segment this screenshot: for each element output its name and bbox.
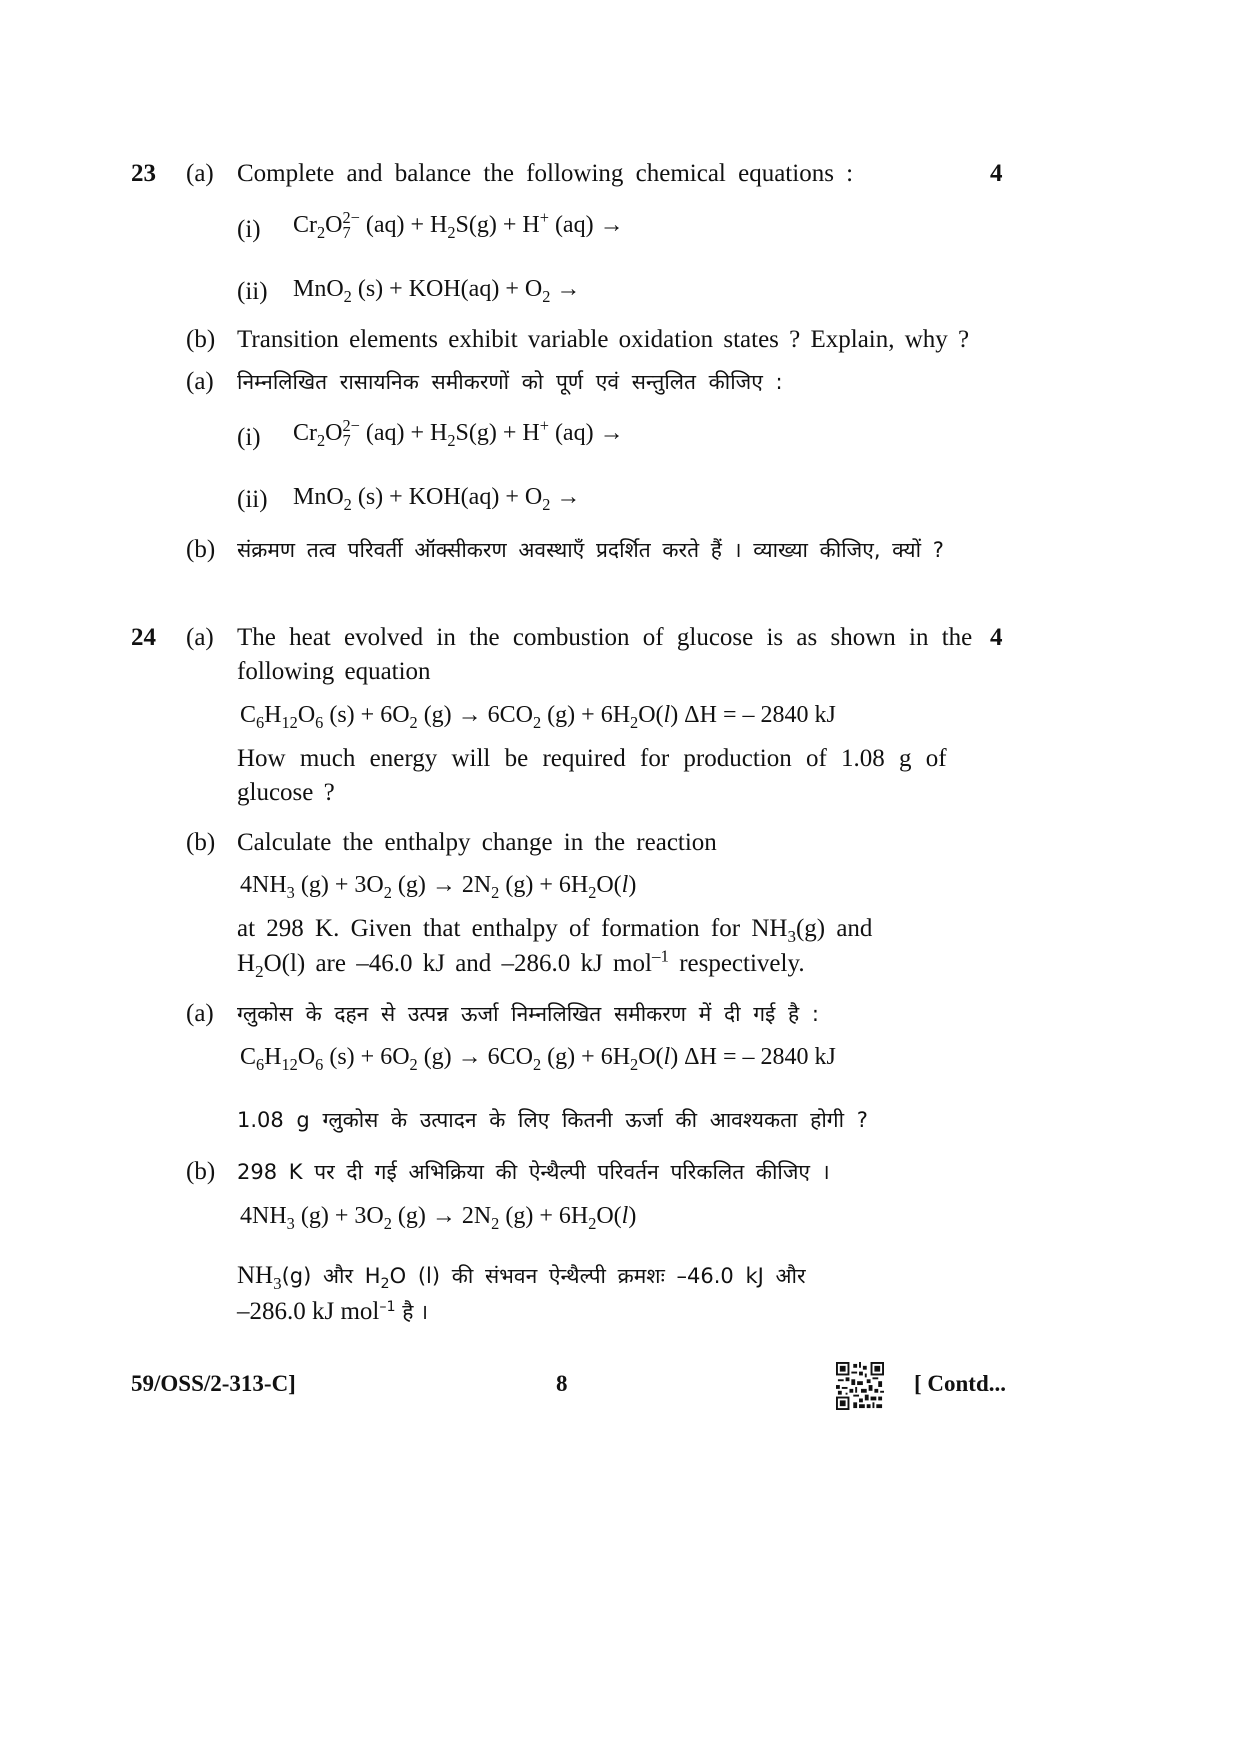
page-number: 8 (556, 1371, 568, 1396)
question-text: glucose ? (237, 779, 335, 806)
question-text-hindi: –286.0 kJ mol$^{-1}$ है । (237, 1298, 429, 1325)
question-text-hindi: 1.08 g ग्लुकोस के उत्पादन के लिए कितनी ऊर्जा की आवश्यकता होगी ? (237, 1108, 868, 1132)
question-text: Complete and balance the following chemical equations : (237, 160, 854, 187)
equation-manganese-hindi: MnO$_2$ $(s) + KOH(aq) + O_2$ → (293, 484, 581, 514)
question-text: following equation (237, 658, 431, 685)
part-label: (b) (186, 536, 216, 563)
continued-label: [ Contd... (914, 1371, 1007, 1396)
part-label: (a) (186, 1000, 214, 1027)
equation-dichromate-hindi: $Cr_2O$ 2− 7 $(aq) + H_2S(g) + H^+$ (aq) → (293, 415, 624, 451)
question-text: Calculate the enthalpy change in the reaction (237, 829, 717, 856)
equation-dichromate: $Cr_2O$ 2− 7 $(aq) + H_2S(g) + H^+$ (aq) → (293, 207, 624, 243)
paper-code: 59/OSS/2-313-C] (131, 1371, 296, 1396)
qr-code-icon (836, 1362, 884, 1410)
question-text: $H_2O(l)$ are –46.0 kJ and –286.0 kJ mol$^{-1}$ respectively. (237, 946, 805, 981)
question-text-hindi: निम्नलिखित रासायनिक समीकरणों को पूर्ण एवं सन्तुलित कीजिए : (237, 370, 783, 394)
sub-label: (ii) (237, 278, 268, 305)
equation-manganese: MnO$_2$ $(s) + KOH(aq) + O_2$ → (293, 276, 581, 306)
marks: 4 (990, 624, 1003, 651)
marks: 4 (990, 160, 1003, 187)
question-text-hindi: संक्रमण तत्व परिवर्ती ऑक्सीकरण अवस्थाएँ प्रदर्शित करते हैं । व्याख्या कीजिए, क्यों ? (237, 538, 944, 562)
question-text: How much energy will be required for production of 1.08 g of (237, 745, 947, 772)
question-number: 23 (131, 160, 156, 187)
part-label: (a) (186, 160, 214, 187)
sub-label: (i) (237, 424, 261, 451)
question-number: 24 (131, 624, 156, 651)
question-text-hindi: ग्लुकोस के दहन से उत्पन्न ऊर्जा निम्नलिखित समीकरण में दी गई है : (237, 1002, 819, 1026)
sub-label: (ii) (237, 486, 268, 513)
equation-glucose-combustion: $C_6H_{12}O_6$ $(s) + 6O_2$ $(g) \to 6CO_2$ $(g) + 6H_2O(l) \Delta H$ = – 2840 kJ (240, 702, 836, 732)
part-label: (b) (186, 829, 216, 856)
question-text: Transition elements exhibit variable oxidation states ? Explain, why ? (237, 326, 970, 353)
part-label: (b) (186, 326, 216, 353)
sub-label: (i) (237, 216, 261, 243)
equation-ammonia-oxidation: $4NH_3$ $(g) + 3O_2$ $(g) \to 2N_2$ $(g) + 6H_2O(l)$ (240, 872, 637, 902)
equation-glucose-combustion-hindi: $C_6H_{12}O_6$ $(s) + 6O_2$ $(g) \to 6CO_2$ $(g) + 6H_2O(l) \Delta H$ = – 2840 kJ (240, 1044, 836, 1074)
equation-ammonia-oxidation-hindi: $4NH_3$ $(g) + 3O_2$ $(g) \to 2N_2$ $(g) + 6H_2O(l)$ (240, 1203, 637, 1233)
question-text-hindi: 298 K पर दी गई अभिक्रिया की ऐन्थैल्पी परिवर्तन परिकलित कीजिए । (237, 1160, 830, 1184)
part-label: (a) (186, 368, 214, 395)
question-text: The heat evolved in the combustion of glucose is as shown in the (237, 624, 973, 651)
part-label: (a) (186, 624, 214, 651)
question-text-hindi: $NH_3(g)$ और $H_2O$ (l) की संभवन ऐन्थैल्पी क्रमशः –46.0 kJ और (237, 1262, 806, 1293)
part-label: (b) (186, 1158, 216, 1185)
question-text: at 298 K. Given that enthalpy of formation for $NH_3(g)$ and (237, 915, 873, 946)
